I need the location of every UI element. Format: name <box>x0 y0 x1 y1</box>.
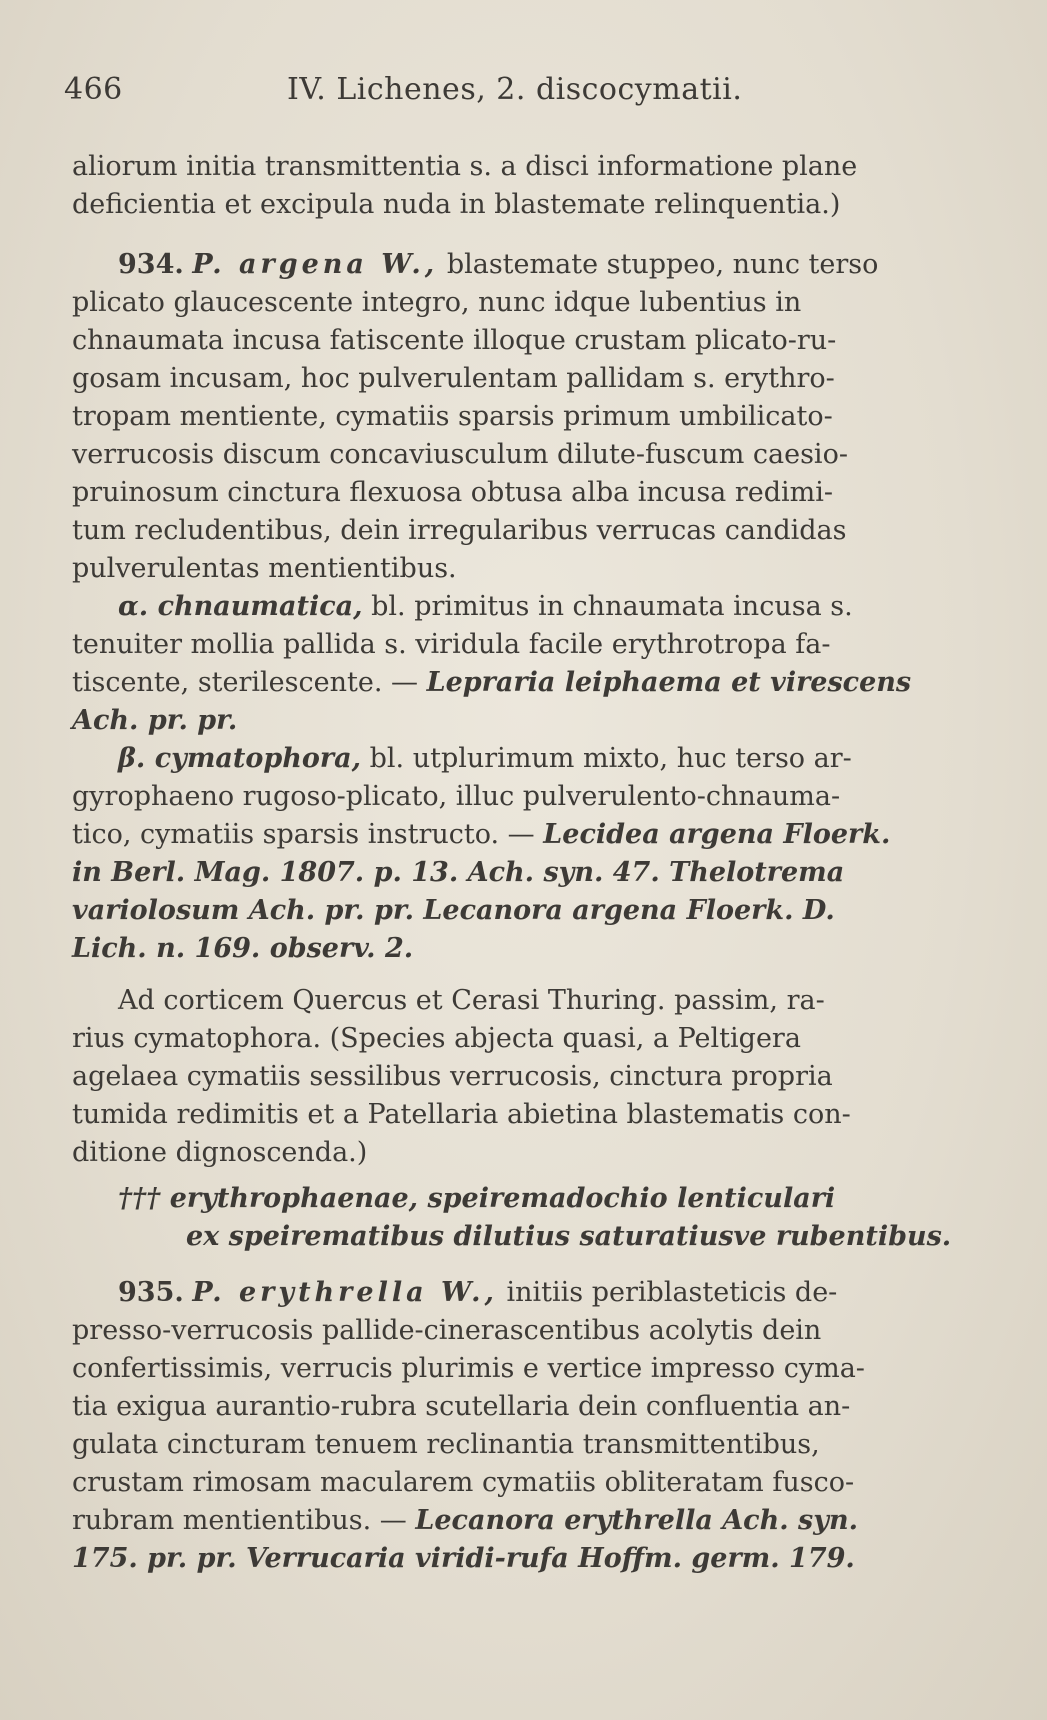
citation-line: 175. pr. pr. Verrucaria viridi-rufa Hoffm. germ. 179. <box>72 1543 855 1574</box>
text-line: pruinosum cinctura flexuosa obtusa alba incusa redimi- <box>72 477 834 508</box>
text-fragment: rubram mentientibus. — <box>72 1505 407 1536</box>
section-heading-cont: ex speirematibus dilutius saturatiusve rubentibus. <box>186 1221 952 1252</box>
text-line: rius cymatophora. (Species abjecta quasi, a Peltigera <box>72 1023 801 1054</box>
species-number: 934. <box>118 249 184 280</box>
page-number: 466 <box>64 72 123 107</box>
text-line: confertissimis, verrucis plurimis e vertice impresso cyma- <box>72 1353 865 1384</box>
section-heading: ††† erythrophaenae, speiremadochio lenticulari <box>118 1183 836 1214</box>
species-name: P. argena W., <box>192 249 439 280</box>
synonym-reference: Lecidea argena Floerk. <box>543 819 891 850</box>
species-935-heading <box>118 1274 1038 1312</box>
text-line: tum recludentibus, dein irregularibus verrucas candidas <box>72 515 847 546</box>
text-line: crustam rimosam macularem cymatiis obliteratam fusco- <box>72 1467 855 1498</box>
text-line: initiis periblasteticis de- <box>506 1277 838 1308</box>
synonym-reference: Lepraria leiphaema et virescens <box>426 667 912 698</box>
text-line: pulverulentas mentientibus. <box>72 553 457 584</box>
text-line: gulata cincturam tenuem reclinantia transmittentibus, <box>72 1429 820 1460</box>
text-line: Ad corticem Quercus et Cerasi Thuring. passim, ra- <box>118 985 825 1016</box>
text-line: chnaumata incusa fatiscente illoque crustam plicato-ru- <box>72 325 837 356</box>
text-line: tumida redimitis et a Patellaria abietina blastematis con- <box>72 1099 851 1130</box>
synonym-reference: Lecanora erythrella Ach. syn. <box>415 1505 858 1536</box>
text-line: presso-verrucosis pallide-cinerascentibus acolytis dein <box>72 1315 822 1346</box>
species-934-heading <box>118 246 1038 284</box>
text-line: aliorum initia transmittentia s. a disci informatione plane <box>72 151 858 182</box>
text-line <box>72 1502 992 1540</box>
page-header <box>64 72 964 116</box>
variety-alpha <box>118 588 1038 626</box>
text-line: tia exigua aurantio-rubra scutellaria dein confluentia an- <box>72 1391 851 1422</box>
citation-line: Ach. pr. pr. <box>72 705 238 736</box>
species-name: P. erythrella W., <box>192 1277 498 1308</box>
variety-label: β. cymatophora, <box>118 743 362 774</box>
text-line: tropam mentiente, cymatiis sparsis primum umbilicato- <box>72 401 833 432</box>
text-line: verrucosis discum concaviusculum dilute-fuscum caesio- <box>72 439 848 470</box>
variety-beta <box>118 740 1038 778</box>
text-line: ditione dignoscenda.) <box>72 1137 368 1168</box>
text-line <box>72 664 992 702</box>
citation-line: in Berl. Mag. 1807. p. 13. Ach. syn. 47. Thelotrema <box>72 857 845 888</box>
text-line: agelaea cymatiis sessilibus verrucosis, cinctura propria <box>72 1061 833 1092</box>
text-line: tenuiter mollia pallida s. viridula facile erythrotropa fa- <box>72 629 831 660</box>
citation-line: Lich. n. 169. observ. 2. <box>72 933 414 964</box>
text-line: bl. utplurimum mixto, huc terso ar- <box>369 743 852 774</box>
text-line <box>72 816 992 854</box>
text-line: blastemate stuppeo, nunc terso <box>446 249 879 280</box>
variety-label: α. chnaumatica, <box>118 591 363 622</box>
text-line: gosam incusam, hoc pulverulentam pallidam s. erythro- <box>72 363 835 394</box>
text-line: bl. primitus in chnaumata incusa s. <box>371 591 853 622</box>
text-line: plicato glaucescente integro, nunc idque lubentius in <box>72 287 802 318</box>
text-fragment: tiscente, sterilescente. — <box>72 667 419 698</box>
text-fragment: tico, cymatiis sparsis instructo. — <box>72 819 535 850</box>
species-number: 935. <box>118 1277 184 1308</box>
citation-line: variolosum Ach. pr. pr. Lecanora argena Floerk. D. <box>72 895 835 926</box>
text-line: deficientia et excipula nuda in blastemate relinquentia.) <box>72 189 841 220</box>
running-head: IV. Lichenes, 2. discocymatii. <box>287 72 743 107</box>
text-line: gyrophaeno rugoso-plicato, illuc pulverulento-chnauma- <box>72 781 841 812</box>
